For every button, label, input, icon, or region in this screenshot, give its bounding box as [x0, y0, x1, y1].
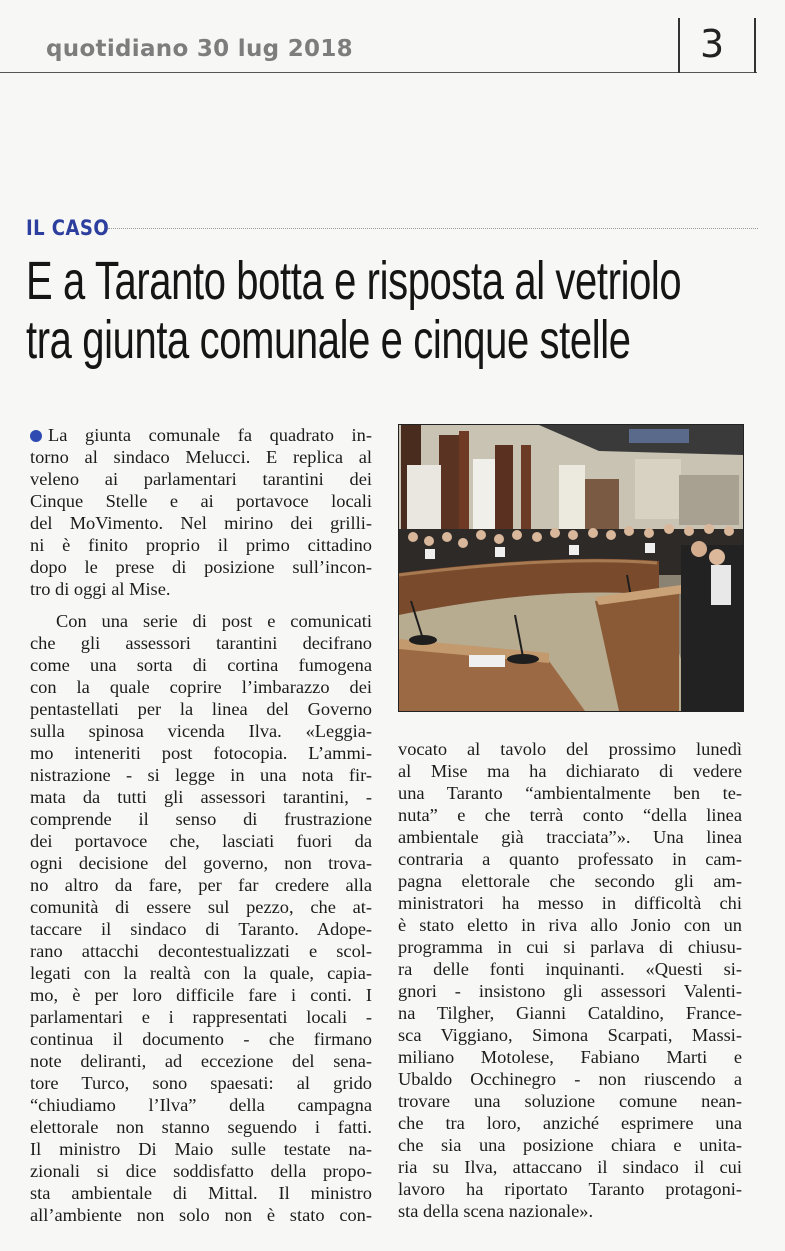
body-line: ra delle fonti inquinanti. «Questi si- — [398, 959, 742, 979]
body-line: sca Viggiano, Simona Scarpati, Massi- — [398, 1025, 742, 1045]
body-line: lavoro ha riportato Taranto protagoni- — [398, 1179, 742, 1199]
body-line: vocato al tavolo del prossimo lunedì — [398, 739, 742, 759]
article-column-left — [30, 424, 372, 1226]
body-line: continua il documento - che firmano — [30, 1029, 372, 1049]
body-line: Il ministro Di Maio sulle testate na- — [30, 1139, 372, 1159]
body-line: è stato eletto in riva allo Jonio con un — [398, 915, 742, 935]
bullet-icon — [30, 430, 42, 442]
body-line: no altro da fare, per far credere alla — [30, 875, 372, 895]
body-line: dei portavoce che, lasciati fuori da — [30, 831, 372, 851]
headline-line: E a Taranto botta e risposta al vetriolo — [26, 251, 682, 311]
body-line: zionali si dice soddisfatto della propo- — [30, 1161, 372, 1181]
body-line: miliano Motolese, Fabiano Marti e — [398, 1047, 742, 1067]
body-line: nuta” e che terrà conto “della linea — [398, 805, 742, 825]
body-line: mo inteneriti post fotocopia. L’ammi- — [30, 743, 372, 763]
page-number: 3 — [700, 22, 725, 66]
body-line: ni è finito proprio il primo cittadino — [30, 535, 372, 555]
body-line: na Tilgher, Gianni Cataldino, France- — [398, 1003, 742, 1023]
body-line: gnori - insistono gli assessori Valenti- — [398, 981, 742, 1001]
body-line: La giunta comunale fa quadrato in- — [30, 424, 372, 446]
body-line: sulla spinosa vicenda Ilva. «Leggia- — [30, 721, 372, 741]
body-line: Con una serie di post e comunicati — [56, 611, 372, 631]
body-line: Ubaldo Occhinegro - non riuscendo a — [398, 1069, 742, 1089]
body-line: dopo le prese di posizione sull’incon- — [30, 557, 372, 577]
header-date: quotidiano 30 lug 2018 — [46, 36, 353, 62]
section-dotted-rule — [108, 228, 758, 229]
body-line: Cinque Stelle e ai portavoce locali — [30, 491, 372, 511]
body-line: mo, è per loro difficile fare i conti. I — [30, 985, 372, 1005]
body-line: taccare il sindaco di Taranto. Adope- — [30, 919, 372, 939]
headline-line: tra giunta comunale e cinque stelle — [26, 310, 631, 370]
article-column-right — [398, 738, 742, 1222]
body-line: torno al sindaco Melucci. E replica al — [30, 447, 372, 467]
body-line: che gli assessori tarantini decifrano — [30, 633, 372, 653]
body-line: legati con la realtà con la quale, capia- — [30, 963, 372, 983]
body-line: con la quale coprire l’imbarazzo dei — [30, 677, 372, 697]
body-line: mata da tutti gli assessori tarantini, - — [30, 787, 372, 807]
body-line: parlamentari e i rappresentati locali - — [30, 1007, 372, 1027]
headline — [26, 252, 736, 370]
body-line: ministratori ha messo in difficoltà chi — [398, 893, 742, 913]
body-line: contraria a quanto professato in cam- — [398, 849, 742, 869]
body-line: sta ambientale di Mittal. Il ministro — [30, 1183, 372, 1203]
body-line: veleno ai parlamentari tarantini dei — [30, 469, 372, 489]
body-line: comunità di essere sul pezzo, che at- — [30, 897, 372, 917]
body-line: note deliranti, ad eccezione del sena- — [30, 1051, 372, 1071]
body-line: ogni decisione del governo, non trova- — [30, 853, 372, 873]
body-line: che sia una posizione chiara e unita- — [398, 1135, 742, 1155]
body-line: all’ambiente non solo non è stato con- — [30, 1205, 372, 1225]
body-line: sta della scena nazionale». — [398, 1201, 594, 1221]
body-line: “chiudiamo l’Ilva” della campagna — [30, 1095, 372, 1115]
body-line: ria su Ilva, attaccano il sindaco il cui — [398, 1157, 742, 1177]
body-line: ambientale già tracciata”». Una linea — [398, 827, 742, 847]
body-line: pentastellati per la linea del Governo — [30, 699, 372, 719]
body-line: rano attacchi decontestualizzati e scol- — [30, 941, 372, 961]
body-line: programma in cui si parlava di chiusu- — [398, 937, 742, 957]
article-photo — [398, 424, 744, 712]
council-chamber-photo — [399, 425, 743, 711]
body-line: al Mise ma ha dichiarato di vedere — [398, 761, 742, 781]
body-line: comprende il senso di frustrazione — [30, 809, 372, 829]
body-line: trovare una soluzione comune nean- — [398, 1091, 742, 1111]
body-line: elettorale non stanno seguendo i fatti. — [30, 1117, 372, 1137]
header-rule — [0, 72, 757, 73]
body-line: pagna elettorale che secondo gli am- — [398, 871, 742, 891]
body-line: come una sorta di cortina fumogena — [30, 655, 372, 675]
body-line: tro di oggi al Mise. — [30, 579, 171, 599]
kicker-label: IL CASO — [26, 216, 110, 240]
page-number-box-right — [754, 18, 756, 73]
page-number-box-left — [678, 18, 680, 73]
body-line: che tra loro, anziché esprimere una — [398, 1113, 742, 1133]
body-line: una Taranto “ambientalmente ben te- — [398, 783, 742, 803]
body-line: tore Turco, sono spaesati: al grido — [30, 1073, 372, 1093]
body-line: del MoVimento. Nel mirino dei grilli- — [30, 513, 372, 533]
body-line: nistrazione - si legge in una nota fir- — [30, 765, 372, 785]
